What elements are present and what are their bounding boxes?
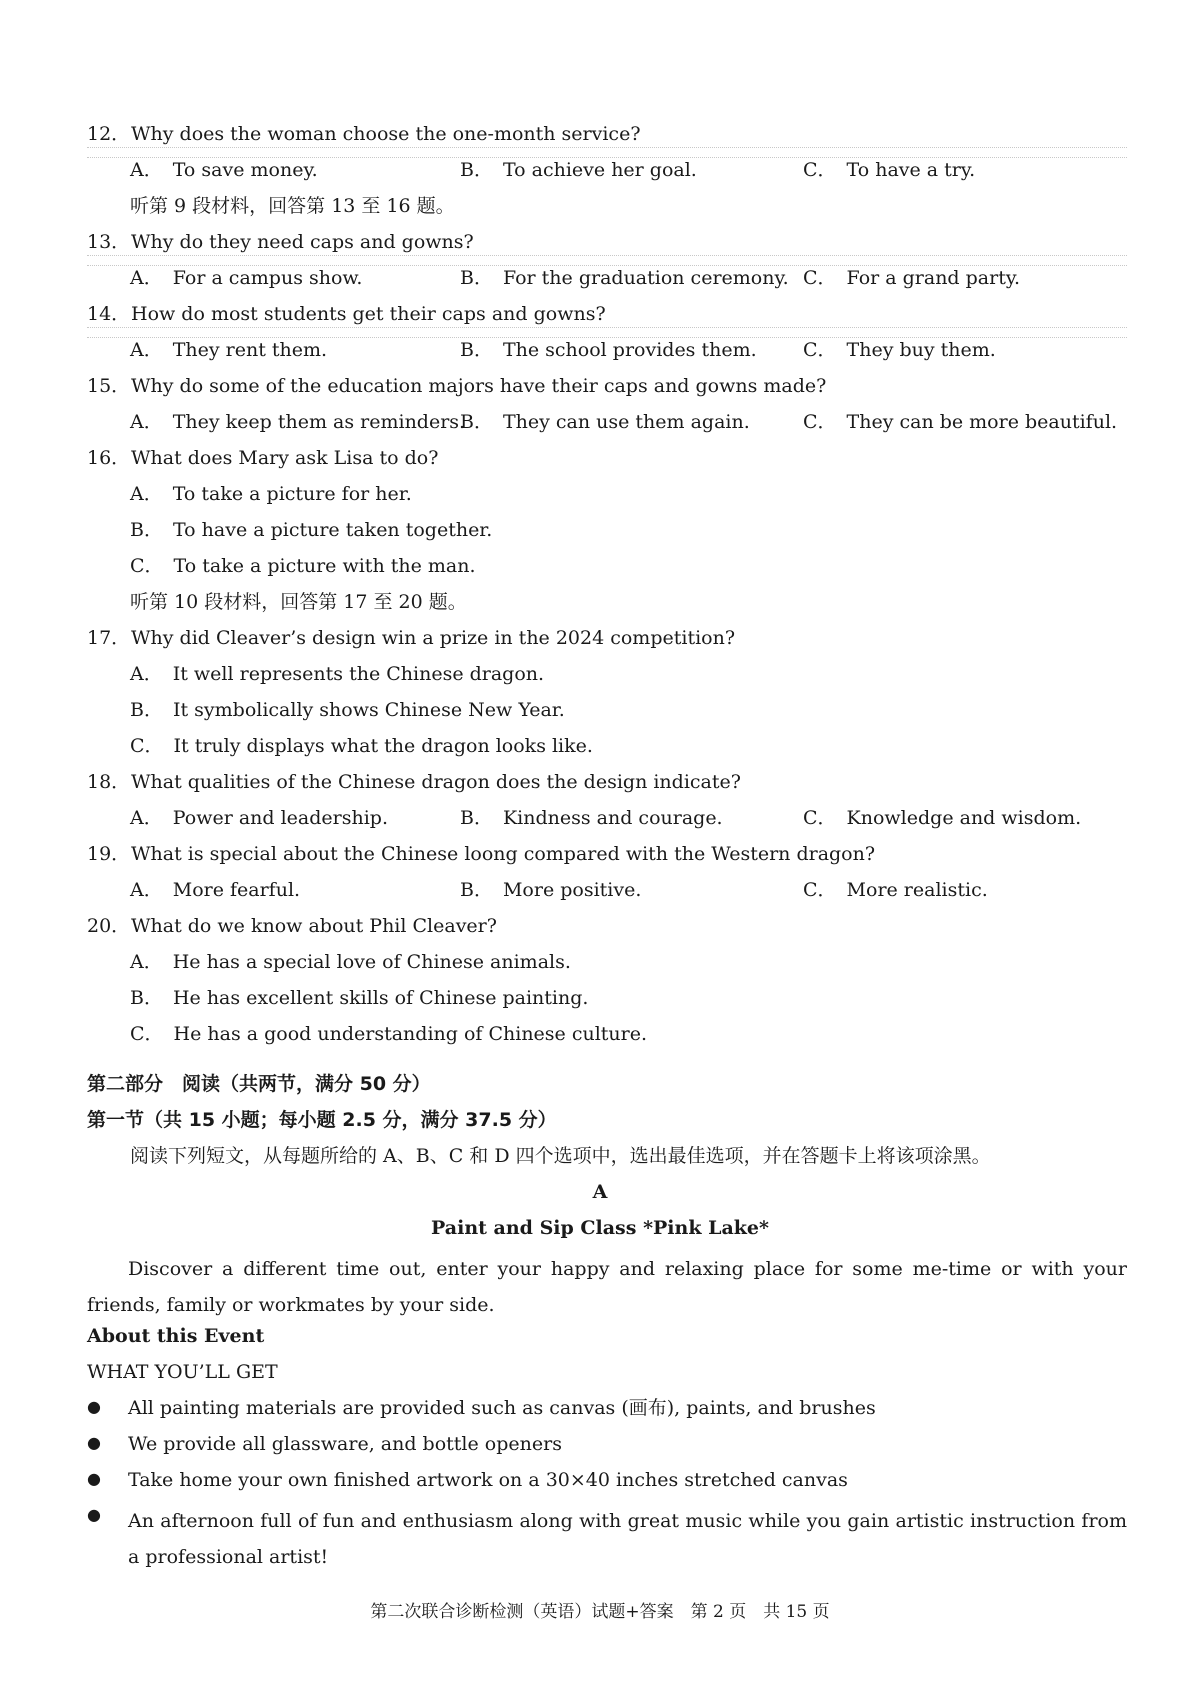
question-20: 20．What do we know about Phil Cleaver? [87, 915, 497, 937]
option-c: C． More realistic. [803, 879, 988, 901]
option-c: C． They buy them. [803, 339, 996, 361]
question-text: Why did Cleaver’s design win a prize in the 2024 competition? [131, 627, 736, 649]
bullet-icon: ● [87, 1433, 101, 1452]
section-one-heading: 第一节（共 15 小题；每小题 2.5 分，满分 37.5 分） [87, 1109, 557, 1131]
option-b: B． Kindness and courage. [460, 807, 723, 829]
option-b: B． For the graduation ceremony. [460, 267, 789, 289]
question-number: 12． [87, 123, 131, 145]
question-text: Why do they need caps and gowns? [131, 231, 474, 253]
question-18: 18．What qualities of the Chinese dragon does the design indicate? [87, 771, 741, 793]
option-c: C． To have a try. [803, 159, 976, 181]
list-item: All painting materials are provided such as canvas (画布), paints, and brushes [128, 1397, 876, 1419]
question-12 [87, 121, 1127, 148]
page-footer: 第二次联合诊断检测（英语）试题+答案 第 2 页 共 15 页 [370, 1602, 830, 1622]
option-b: B． To have a picture taken together. [130, 519, 493, 541]
option-c: C． It truly displays what the dragon looks like. [130, 735, 593, 757]
question-text: How do most students get their caps and gowns? [131, 303, 606, 325]
passage-intro: Discover a different time out, enter your happy and relaxing place for some me-time or with your friends, family or workmates by your side. [87, 1258, 1127, 1316]
option-b: B． They can use them again. [460, 411, 750, 433]
question-text: What is special about the Chinese loong compared with the Western dragon? [131, 843, 876, 865]
question-text: What qualities of the Chinese dragon does the design indicate? [131, 771, 741, 793]
option-c: C． To take a picture with the man. [130, 555, 476, 577]
option-b: B． To achieve her goal. [460, 159, 697, 181]
option-c: C． He has a good understanding of Chinese culture. [130, 1023, 648, 1045]
question-16: 16．What does Mary ask Lisa to do? [87, 447, 439, 469]
list-item: We provide all glassware, and bottle openers [128, 1433, 562, 1455]
bullet-icon: ● [87, 1397, 101, 1416]
bullet-icon: ● [87, 1469, 101, 1488]
option-a: A． More fearful. [130, 879, 301, 901]
option-a: A． He has a special love of Chinese animals. [130, 951, 571, 973]
part-two-heading: 第二部分 阅读（共两节，满分 50 分） [87, 1073, 431, 1095]
list-item: Take home your own finished artwork on a 30×40 inches stretched canvas [128, 1469, 848, 1491]
options-row-12 [87, 157, 1127, 181]
option-c: C． Knowledge and wisdom. [803, 807, 1082, 829]
bullet-icon: ● [87, 1505, 101, 1524]
question-15: 15．Why do some of the education majors have their caps and gowns made? [87, 375, 827, 397]
question-17: 17．Why did Cleaver’s design win a prize in the 2024 competition? [87, 627, 736, 649]
option-c: C． For a grand party. [803, 267, 1021, 289]
passage-title: Paint and Sip Class *Pink Lake* [431, 1217, 769, 1239]
option-a: A． They rent them. [130, 339, 328, 361]
option-c: C． They can be more beautiful. [803, 411, 1118, 433]
question-text: Why does the woman choose the one-month service? [131, 123, 641, 145]
question-19: 19．What is special about the Chinese loong compared with the Western dragon? [87, 843, 876, 865]
question-13: 13．Why do they need caps and gowns? [87, 229, 1127, 256]
listening-instruction-9: 听第 9 段材料，回答第 13 至 16 题。 [130, 195, 455, 217]
passage-letter: A [592, 1181, 608, 1203]
option-b: B． It symbolically shows Chinese New Year. [130, 699, 565, 721]
listening-instruction-10: 听第 10 段材料，回答第 17 至 20 题。 [130, 591, 467, 613]
about-heading: About this Event [87, 1325, 265, 1347]
question-14: 14．How do most students get their caps and gowns? [87, 301, 1127, 328]
options-row-13 [87, 265, 1127, 289]
option-a: A． It well represents the Chinese dragon. [130, 663, 545, 685]
question-text: What do we know about Phil Cleaver? [131, 915, 497, 937]
reading-instruction: 阅读下列短文，从每题所给的 A、B、C 和 D 四个选项中，选出最佳选项，并在答题卡上将该项涂黑。 [130, 1145, 991, 1167]
options-row-14 [87, 337, 1127, 361]
list-item: An afternoon full of fun and enthusiasm along with great music while you gain artistic instruction from a professional artist! [128, 1510, 1127, 1568]
option-a: A． Power and leadership. [130, 807, 388, 829]
option-b: B． The school provides them. [460, 339, 757, 361]
option-a: A． To save money. [130, 159, 318, 181]
option-b: B． More positive. [460, 879, 642, 901]
option-b: B． He has excellent skills of Chinese painting. [130, 987, 589, 1009]
option-a: A． To take a picture for her. [130, 483, 412, 505]
question-text: Why do some of the education majors have their caps and gowns made? [131, 375, 827, 397]
option-a: A． For a campus show. [130, 267, 363, 289]
what-you-get-heading: WHAT YOU’LL GET [87, 1361, 278, 1383]
question-text: What does Mary ask Lisa to do? [131, 447, 439, 469]
option-a: A． They keep them as reminders. [130, 411, 466, 433]
